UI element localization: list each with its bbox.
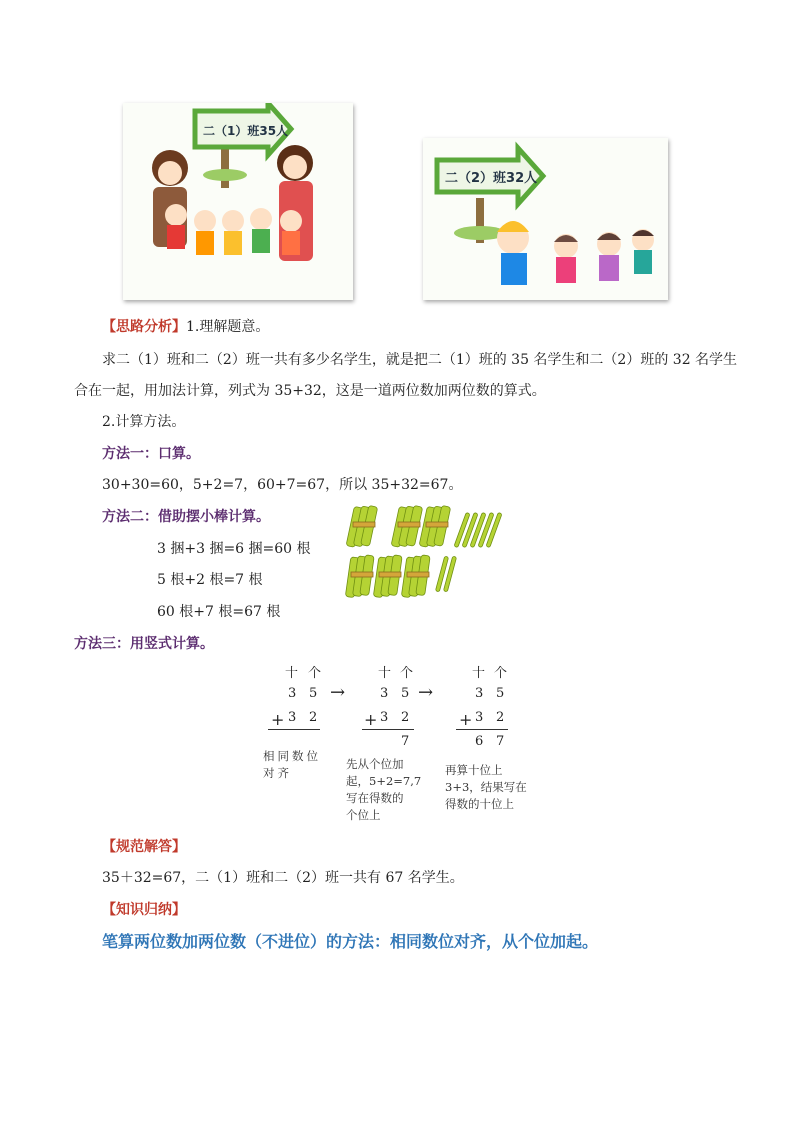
- bundle-top-2: [391, 505, 423, 547]
- step2-result-ones: 7: [401, 734, 410, 749]
- note-tens-next: 再算十位上 3+3，结果写在 得数的十位上: [445, 763, 527, 811]
- step1-bottom-tens: 3: [288, 710, 297, 725]
- method2-line-2: 5 根+2 根=7 根: [157, 572, 263, 588]
- class1-scene: [123, 103, 353, 300]
- step1-header-tens: 十: [285, 666, 299, 681]
- step3-result-ones: 7: [496, 734, 505, 749]
- step2-rule: [362, 729, 414, 730]
- class2-sign-text: 二（2）班32人: [445, 171, 538, 186]
- step2-bottom-ones: 2: [401, 710, 410, 725]
- step3-rule: [456, 729, 508, 730]
- method1-line: 30+30=60，5+2=7，60+7=67，所以 35+32=67。: [102, 477, 463, 493]
- answer-line: 35＋32=67，二（1）班和二（2）班一共有 67 名学生。: [102, 870, 464, 886]
- step2-bottom-tens: 3: [380, 710, 389, 725]
- sticks-illustration: [340, 500, 510, 605]
- step3-bottom-ones: 2: [496, 710, 505, 725]
- note-ones-first: 先从个位加 起，5+2=7,7 写在得数的 个位上: [346, 757, 422, 822]
- step1-top-ones: 5: [309, 686, 318, 701]
- step1-bottom-ones: 2: [309, 710, 318, 725]
- method1-title: 方法一：口算。: [102, 446, 200, 462]
- bundle-bottom-1: [345, 555, 374, 598]
- bundle-top-1: [346, 505, 378, 547]
- method2-line-1: 3 捆+3 捆=6 捆=60 根: [157, 541, 311, 557]
- analysis-tag: 【思路分析】: [102, 319, 186, 335]
- analysis-paragraph-line2: 合在一起，用加法计算，列式为 35+32，这是一道两位数加两位数的算式。: [74, 383, 546, 399]
- step1-top-tens: 3: [288, 686, 297, 701]
- step1-header-ones: 个: [308, 666, 322, 681]
- step2-top-ones: 5: [401, 686, 410, 701]
- analysis-heading: [102, 316, 269, 336]
- step3-header-ones: 个: [494, 666, 508, 681]
- class1-illustration: [123, 103, 353, 300]
- step3-bottom-tens: 3: [475, 710, 484, 725]
- loose-sticks-top: [454, 512, 502, 547]
- step3-top-tens: 3: [475, 686, 484, 701]
- step3-result-tens: 6: [475, 734, 484, 749]
- step1-rule: [268, 729, 320, 730]
- summary-tag: 【知识归纳】: [102, 902, 186, 918]
- answer-tag: 【规范解答】: [102, 839, 186, 855]
- bundle-top-3: [419, 505, 451, 547]
- bundle-bottom-2: [373, 555, 402, 598]
- step3-plus: +: [459, 710, 473, 729]
- summary-line: 笔算两位数加两位数（不进位）的方法：相同数位对齐，从个位加起。: [102, 932, 599, 951]
- method2-title: 方法二：借助摆小棒计算。: [102, 509, 270, 525]
- class2-illustration: [423, 138, 668, 300]
- step2-header-ones: 个: [400, 666, 414, 681]
- method2-line-3: 60 根+7 根=67 根: [157, 604, 281, 620]
- arrow-1: →: [330, 682, 346, 703]
- analysis-step2: 2.计算方法。: [102, 414, 186, 430]
- class1-sign-text: 二（1）班35人: [203, 124, 289, 138]
- step2-top-tens: 3: [380, 686, 389, 701]
- step3-top-ones: 5: [496, 686, 505, 701]
- step2-header-tens: 十: [378, 666, 392, 681]
- analysis-paragraph-line1: 求二（1）班和二（2）班一共有多少名学生，就是把二（1）班的 35 名学生和二（2）班的 32 名学生: [102, 352, 738, 368]
- method3-title: 方法三：用竖式计算。: [74, 636, 214, 652]
- bundle-bottom-3: [401, 555, 430, 598]
- loose-sticks-bottom: [435, 556, 456, 592]
- class2-scene: [423, 138, 668, 300]
- step2-plus: +: [364, 710, 378, 729]
- arrow-2: →: [418, 682, 434, 703]
- note-align: 相同数位 对齐: [263, 749, 321, 780]
- analysis-step1: 1.理解题意。: [186, 319, 270, 335]
- step1-plus: +: [271, 710, 285, 729]
- step3-header-tens: 十: [472, 666, 486, 681]
